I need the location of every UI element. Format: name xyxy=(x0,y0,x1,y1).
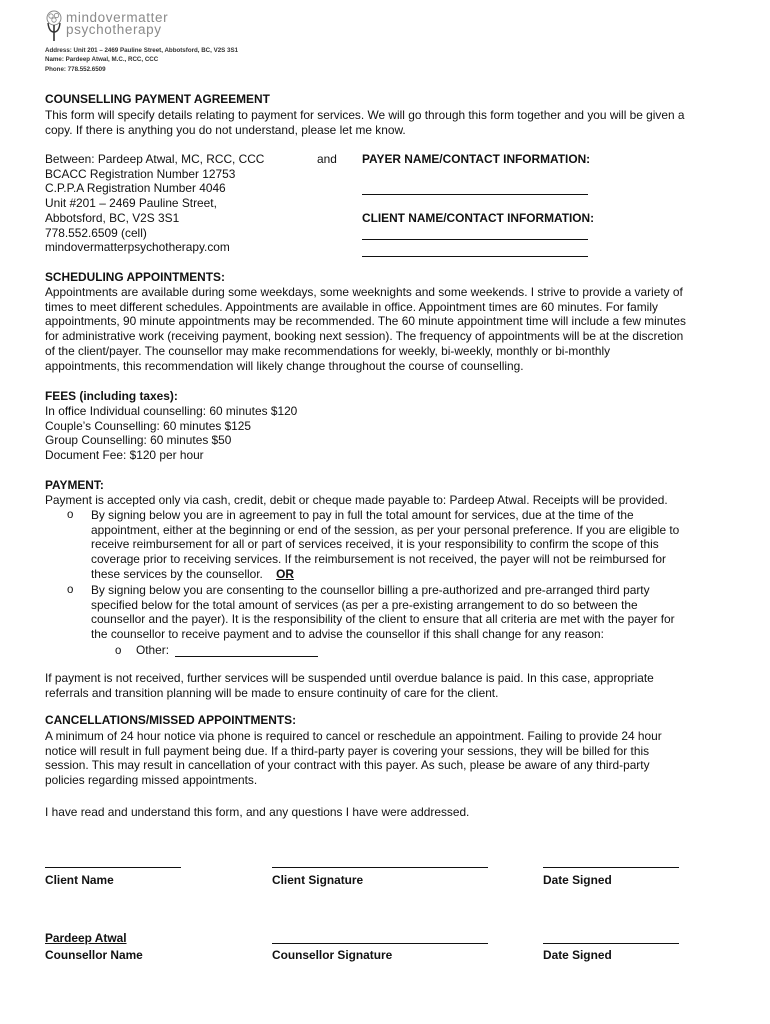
address-line: Address: Unit 201 – 2469 Pauline Street, Abbotsford, BC, V2S 3S1 xyxy=(45,47,239,54)
intro-paragraph xyxy=(45,108,685,137)
option-2-line: specified below for the total amount of services (as per a pre-existing arrangement to do so between the xyxy=(91,597,638,612)
client-info-label: CLIENT NAME/CONTACT INFORMATION: xyxy=(362,211,595,225)
between-line: BCACC Registration Number 12753 xyxy=(45,166,236,181)
counsellor-signature-field[interactable] xyxy=(272,943,488,944)
option-1-line: coverage prior to receiving services. If the reimbursement is not received, the payer will not be reimbursed for xyxy=(91,552,666,567)
nonpayment-line: If payment is not received, further services will be suspended until overdue balance is paid. In this case, appropriate xyxy=(45,671,654,685)
client-info-field-2[interactable] xyxy=(362,256,588,257)
intro-line: copy. If there is anything you do not understand, please let me know. xyxy=(45,122,406,137)
scheduling-line: Appointments are available during some weekdays, some weeknights and some weekends. I strive to provide a variety of xyxy=(45,285,683,299)
option-2-line: By signing below you are consenting to the counsellor billing a pre-authorized and pre-arranged third party xyxy=(91,583,650,597)
option-1-line: By signing below you are in agreement to pay in full the total amount for services, due at the time of the xyxy=(91,508,634,522)
sub-bullet-marker: o xyxy=(115,645,122,657)
payment-heading: PAYMENT: xyxy=(45,478,104,492)
or-word: OR xyxy=(276,566,294,581)
between-line: Abbotsford, BC, V2S 3S1 xyxy=(45,210,180,225)
payment-option-1 xyxy=(91,508,721,582)
address-block xyxy=(45,46,238,74)
between-line: C.P.P.A Registration Number 4046 xyxy=(45,181,226,196)
logo xyxy=(45,10,168,42)
payer-info-field[interactable] xyxy=(362,194,588,195)
cancellations-line: policies regarding missed appointments. xyxy=(45,773,258,788)
date-signed-field-2[interactable] xyxy=(543,943,679,944)
client-signature-field[interactable] xyxy=(272,867,488,868)
date-signed-field-1[interactable] xyxy=(543,867,679,868)
fees-list xyxy=(45,404,297,463)
option-1-line: receive reimbursement for all or part of services received, it is your responsibility to confirm the scope of this xyxy=(91,537,659,552)
cancellations-line: A minimum of 24 hour notice via phone is required to cancel or reschedule an appointment. Failing to provide 24 hour xyxy=(45,729,662,743)
client-info-field-1[interactable] xyxy=(362,239,588,240)
logo-line-2: psychotherapy xyxy=(66,22,162,37)
acknowledgement: I have read and understand this form, and any questions I have were addressed. xyxy=(45,805,470,819)
fee-line: Group Counselling: 60 minutes $50 xyxy=(45,433,232,448)
scheduling-line: appointments, this recommendation will likely change throughout the course of counselling. xyxy=(45,358,524,373)
intro-line: This form will specify details relating to payment for services. We will go through this form together and you will be given a xyxy=(45,108,685,122)
fee-line: In office Individual counselling: 60 minutes $120 xyxy=(45,404,298,418)
scheduling-line: for administrative work (receiving payment, booking next session). The frequency of appointments will be at the discretion xyxy=(45,329,684,344)
scheduling-paragraph xyxy=(45,285,735,373)
phone-line: Phone: 778.552.6509 xyxy=(45,65,106,73)
fee-line: Couple’s Counselling: 60 minutes $125 xyxy=(45,418,252,433)
bullet-marker: o xyxy=(67,584,74,596)
counsellor-name-value: Pardeep Atwal xyxy=(45,931,127,945)
between-line: Between: Pardeep Atwal, MC, RCC, CCC xyxy=(45,152,265,166)
between-line: mindovermatterpsychotherapy.com xyxy=(45,240,230,255)
cancellations-heading: CANCELLATIONS/MISSED APPOINTMENTS: xyxy=(45,713,297,727)
other-field[interactable] xyxy=(175,656,318,657)
scheduling-heading: SCHEDULING APPOINTMENTS: xyxy=(45,270,225,284)
between-line: Unit #201 – 2469 Pauline Street, xyxy=(45,196,217,211)
between-block xyxy=(45,152,264,255)
option-1-line-last xyxy=(91,567,721,582)
date-signed-label-2: Date Signed xyxy=(543,948,612,962)
scheduling-line: appointments, 90 minute appointments may be recommended. The 60 minute appointment time will include a few minutes xyxy=(45,314,686,329)
option-1-line: appointment, either at the beginning or end of the session, as per your personal preference. If you are eligible to xyxy=(91,522,680,537)
scheduling-line: times to meet different schedules. Appointments are available in office. Appointment times are 60 minutes. For family xyxy=(45,299,658,314)
cancellations-line: notice will result in full payment being due. If a third-party payer is covering your sessions, they will be billed for this xyxy=(45,743,650,758)
nonpayment-paragraph xyxy=(45,671,735,700)
fees-heading: FEES (including taxes): xyxy=(45,389,178,403)
counsellor-signature-label: Counsellor Signature xyxy=(272,948,393,962)
option-2-line: the counsellor to receive payment and to advise the counsellor if this shall change for any reason: xyxy=(91,627,604,642)
and-word: and xyxy=(317,152,337,166)
counsellor-name-label: Counsellor Name xyxy=(45,948,143,962)
fee-line: Document Fee: $120 per hour xyxy=(45,448,204,463)
payer-info-label: PAYER NAME/CONTACT INFORMATION: xyxy=(362,152,591,166)
nonpayment-line: referrals and transition planning will be made to ensure continuity of care for the client. xyxy=(45,685,499,700)
scheduling-line: of the client/payer. The counsellor may make recommendations for weekly, bi-weekly, monthly or bi-monthly xyxy=(45,343,611,358)
name-line: Name: Pardeep Atwal, M.C., RCC, CCC xyxy=(45,56,159,64)
cancellations-paragraph xyxy=(45,729,735,788)
client-signature-label: Client Signature xyxy=(272,873,364,887)
option-2-line: counsellor and the payer). It is the responsibility of the client to ensure that all criteria are met with the payer for xyxy=(91,612,675,627)
between-line: 778.552.6509 (cell) xyxy=(45,225,147,240)
cancellations-line: session. This may result in cancellation of your contract with this payer. As such, please be aware of any third-party xyxy=(45,758,650,773)
payment-intro: Payment is accepted only via cash, credit, debit or cheque made payable to: Pardeep Atwal. Receipts will be provided. xyxy=(45,493,668,507)
payment-option-2 xyxy=(91,583,721,642)
logo-line-1: mindovermatter xyxy=(66,10,169,25)
bullet-marker: o xyxy=(67,509,74,521)
date-signed-label-1: Date Signed xyxy=(543,873,612,887)
client-name-label: Client Name xyxy=(45,873,114,887)
tree-logo-icon xyxy=(45,10,63,42)
logo-wordmark xyxy=(66,12,168,36)
other-label: Other: xyxy=(136,643,170,657)
client-name-field[interactable] xyxy=(45,867,181,868)
document-title: COUNSELLING PAYMENT AGREEMENT xyxy=(45,92,270,106)
option-1-last-text: these services by the counsellor. xyxy=(91,566,263,581)
